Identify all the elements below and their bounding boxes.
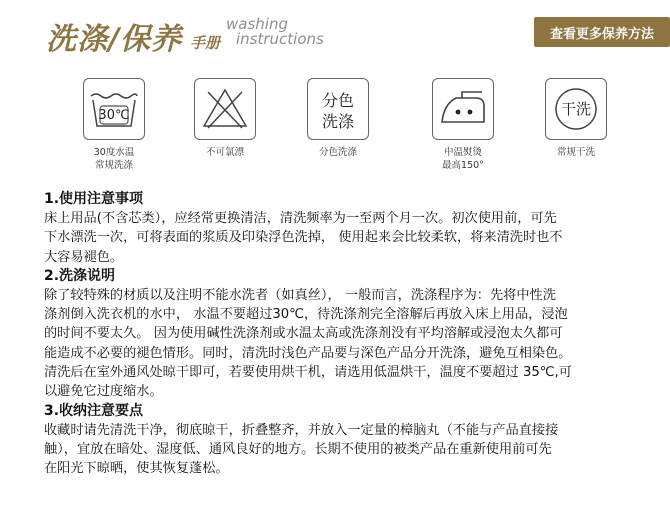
paragraph-line: 涤剂倒入洗衣机的水中， 水温不要超过30℃，待洗涤剂完全溶解后再放入床上用品，浸泡 [44, 307, 568, 323]
more-care-methods-button[interactable]: 查看更多保养方法 [534, 17, 670, 47]
caption-line-1: 30度水温 [93, 147, 135, 158]
header [0, 0, 670, 68]
icon-caption [185, 146, 265, 159]
title-english-line-1: washing [226, 15, 288, 33]
paragraph-line: 大容易褪色。 [44, 249, 124, 265]
section-usage-notes [44, 190, 644, 267]
paragraph-line: 以避免它过度缩水。 [44, 384, 163, 400]
section-heading: 3.收纳注意要点 [44, 402, 144, 419]
paragraph-line: 的时间不要太久。 因为使用碱性洗涤剂或水温太高或洗涤剂没有平均溶解或浸泡太久都可 [44, 326, 563, 342]
care-icon-item [423, 78, 503, 172]
symbol-text: 干洗 [560, 100, 591, 118]
icon-caption [74, 146, 154, 172]
care-instructions [44, 190, 644, 479]
paragraph-line: 在阳光下晾晒，使其恢复蓬松。 [44, 461, 229, 477]
care-icon-item [185, 78, 265, 159]
section-heading: 2.洗涤说明 [44, 267, 116, 284]
paragraph-line: 床上用品(不含芯类），应经常更换清洁，清洗频率为一至两个月一次。初次使用前，可先 [44, 211, 557, 226]
wash-30c-icon [83, 78, 145, 140]
title-english-line-2: instructions [236, 30, 324, 48]
wash-temperature-label: 30℃ [98, 108, 130, 123]
page-title: 洗涤/保养 [46, 22, 182, 57]
section-heading: 1.使用注意事项 [44, 191, 144, 207]
care-icons-row [0, 78, 670, 178]
paragraph-line: 能造成不必要的褪色情形。同时，清洗时浅色产品要与深色产品分开洗涤，避免互相染色。 [44, 345, 572, 361]
no-bleach-icon [194, 78, 256, 140]
paragraph-line: 除了较特殊的材质以及注明不能水洗者（如真丝）， 一般而言，洗涤程序为：先将中性洗 [44, 287, 556, 303]
icon-caption [536, 146, 616, 159]
paragraph-line: 下水漂洗一次，可将表面的浆质及印染浮色洗掉， 使用起来会比较柔软，将来清洗时也不 [44, 230, 563, 246]
section-storage-notes [44, 402, 644, 479]
symbol-text-1: 分色 [321, 91, 354, 110]
iron-medium-icon [432, 78, 494, 140]
care-icon-item [74, 78, 154, 172]
paragraph-line: 清洗后在室外通风处晾干即可，若要使用烘干机，请选用低温烘干，温度不要超过 35℃,可 [44, 365, 572, 381]
caption-line-1: 分色洗涤 [318, 147, 357, 158]
page-subtitle: 手册 [190, 34, 221, 52]
wash-separately-icon [307, 78, 369, 140]
caption-line-2: 常规洗涤 [94, 160, 133, 171]
icon-caption [423, 146, 503, 172]
paragraph-line: 收藏时请先清洗干净，彻底晾干，折叠整齐，并放入一定量的樟脑丸（不能与产品直接接 [44, 422, 559, 438]
caption-line-1: 不可氯漂 [205, 147, 244, 158]
paragraph-line: 触），宜放在暗处、湿度低、通风良好的地方。长期不使用的被类产品在重新使用前可先 [44, 441, 552, 457]
symbol-text-2: 洗涤 [321, 112, 354, 131]
page-title-english [226, 17, 324, 47]
dry-clean-icon [545, 78, 607, 140]
caption-line-1: 常规干洗 [556, 147, 595, 158]
caption-line-1: 中温熨烫 [443, 147, 482, 158]
care-icon-item [536, 78, 616, 159]
icon-caption [298, 146, 378, 159]
section-washing-instructions [44, 267, 644, 402]
care-icon-item [298, 78, 378, 159]
caption-line-2: 最高150° [442, 160, 484, 171]
